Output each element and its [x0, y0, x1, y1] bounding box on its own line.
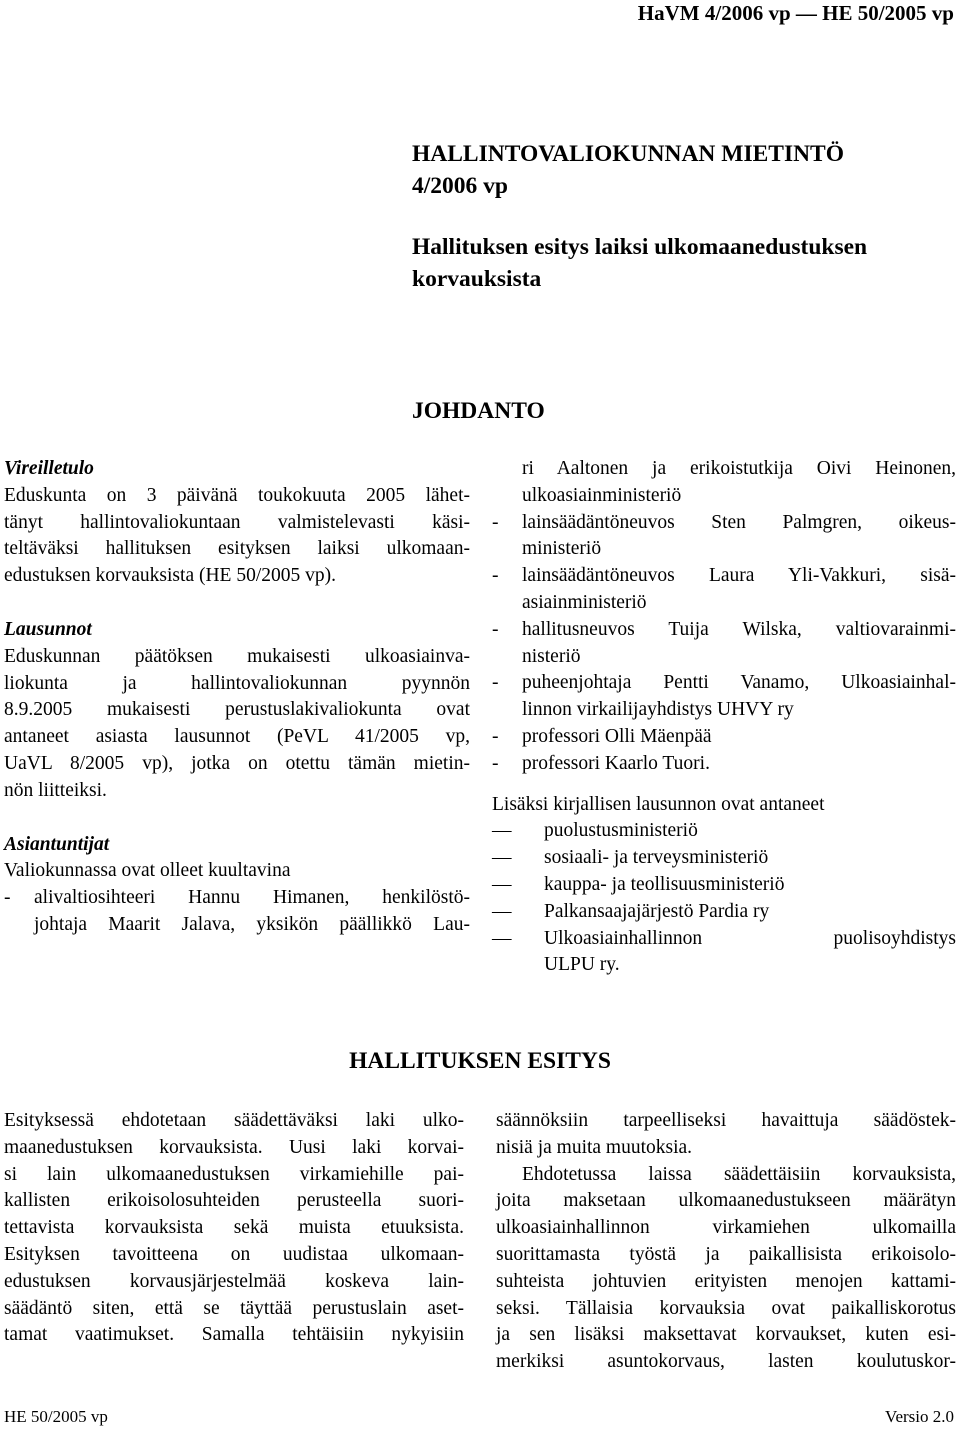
johdanto-right-column — [492, 456, 956, 979]
lausunnot-line: antaneet asiasta lausunnot (PeVL 41/2005 vp, — [4, 726, 470, 748]
list-item-line: alivaltiosihteeri Hannu Himanen, henkilöstö- — [34, 887, 470, 909]
list-item-line: johtaja Maarit Jalava, yksikön päällikkö Lau- — [34, 913, 470, 935]
list-em-dash: — — [492, 847, 512, 869]
esitys-line: joita maksetaan ulkomaanedustukseen määrätyn — [496, 1190, 956, 1212]
footer-document-id: HE 50/2005 vp — [4, 1407, 108, 1426]
lausunnot-line: 8.9.2005 mukaisesti perustuslakivaliokunta ovat — [4, 699, 470, 721]
esitys-left-column — [4, 1108, 464, 1349]
esitys-line: tettavista korvauksista sekä muista etuuksista. — [4, 1217, 464, 1239]
list-dash: - — [492, 511, 499, 533]
list-item — [492, 617, 956, 671]
list-item — [492, 510, 956, 564]
footer-version: Versio 2.0 — [885, 1407, 954, 1426]
list-em-dash: — — [492, 820, 512, 842]
esitys-line: ulkoasiainhallinnon virkamiehen ulkomailla — [496, 1217, 956, 1239]
list-item — [492, 724, 956, 751]
esitys-line: Esityksessä ehdotetaan säädettäväksi laki ulko- — [4, 1110, 464, 1131]
list-item — [492, 899, 956, 926]
esitys-line: säädäntö siten, että se täyttää perustuslain aset- — [4, 1297, 464, 1319]
list-item-line: ri Aaltonen ja erikoistutkija Oivi Heinonen, — [522, 458, 956, 479]
asiantuntijat-heading: Asiantuntijat — [4, 833, 110, 855]
list-item — [492, 751, 956, 778]
list-item-line: ULPU ry. — [544, 954, 620, 976]
list-item-line: ministeriö — [522, 538, 602, 560]
list-dash: - — [492, 565, 499, 587]
lausunnot-heading: Lausunnot — [4, 618, 92, 640]
johdanto-left-column — [4, 456, 470, 939]
esitys-right-column — [496, 1108, 956, 1376]
document-title — [412, 138, 844, 202]
list-item — [492, 845, 956, 872]
esitys-line: seksi. Tällaisia korvauksia ovat paikalliskorotus — [496, 1297, 956, 1319]
johdanto-heading: JOHDANTO — [412, 398, 545, 424]
list-item-line: kauppa- ja teollisuusministeriö — [544, 873, 785, 895]
esitys-line: kallisten erikoisolosuhteiden perusteella suori- — [4, 1190, 464, 1212]
list-item-line: puolustusministeriö — [544, 820, 698, 842]
list-item-line: hallitusneuvos Tuija Wilska, valtiovarainmi- — [522, 618, 956, 640]
list-dash: - — [4, 887, 11, 909]
list-item-line: Palkansaajajärjestö Pardia ry — [544, 900, 770, 922]
list-item-line: puheenjohtaja Pentti Vanamo, Ulkoasiainhal- — [522, 672, 956, 694]
list-item — [492, 670, 956, 724]
list-item-line: sosiaali- ja terveysministeriö — [544, 847, 769, 869]
lausunnot-line: Eduskunnan päätöksen mukaisesti ulkoasiainva- — [4, 645, 470, 667]
vireilletulo-line: tänyt hallintovaliokuntaan valmistelevasti käsi- — [4, 511, 470, 533]
lausunnot-line: liokunta ja hallintovaliokunnan pyynnön — [4, 672, 470, 694]
list-item-line: asiainministeriö — [522, 591, 647, 613]
list-dash: - — [492, 725, 499, 747]
list-item-line: professori Olli Mäenpää — [522, 725, 712, 747]
esitys-line: tamat vaatimukset. Samalla tehtäisiin nykyisiin — [4, 1324, 464, 1346]
list-item — [492, 926, 956, 980]
esitys-line: Ehdotetussa laissa säädettäisiin korvauksista, — [522, 1163, 956, 1185]
vireilletulo-heading: Vireilletulo — [4, 458, 94, 479]
lausunnot-line: UaVL 8/2005 vp), jotka on otettu tämän mietin- — [4, 752, 470, 774]
list-item — [492, 818, 956, 845]
list-dash: - — [492, 672, 499, 694]
list-item — [492, 872, 956, 899]
list-em-dash: — — [492, 873, 512, 895]
list-item-line: lainsäädäntöneuvos Laura Yli-Vakkuri, sisä- — [522, 565, 956, 587]
esitys-line: suorittamasta työstä ja paikallisista erikoisolo- — [496, 1243, 956, 1265]
esitys-line: säännöksiin tarpeelliseksi havaittuja säädöstek- — [496, 1110, 956, 1131]
list-item-line: linnon virkailijayhdistys UHVY ry — [522, 699, 794, 721]
hallituksen-esitys-heading: HALLITUKSEN ESITYS — [349, 1048, 611, 1074]
list-dash: - — [492, 752, 499, 774]
written-statements-intro: Lisäksi kirjallisen lausunnon ovat antaneet — [492, 793, 825, 815]
vireilletulo-line: teltäväksi hallituksen esityksen laiksi ulkomaan- — [4, 538, 470, 560]
list-em-dash: — — [492, 900, 512, 922]
esitys-line: suhteista johtuvien erityisten menojen kattami- — [496, 1270, 956, 1292]
document-subtitle-line-1: Hallituksen esitys laiksi ulkomaanedustuksen — [412, 234, 868, 260]
esitys-line: Esityksen tavoitteena on uudistaa ulkomaan- — [4, 1243, 464, 1265]
lausunnot-line: nön liitteiksi. — [4, 779, 107, 801]
esitys-line: si lain ulkomaanedustuksen virkamiehille pai- — [4, 1163, 464, 1185]
esitys-line: nisiä ja muita muutoksia. — [496, 1136, 693, 1158]
esitys-line: ja sen lisäksi maksettavat korvaukset, kuten esi- — [496, 1324, 956, 1346]
document-title-line-1: HALLINTOVALIOKUNNAN MIETINTÖ — [412, 141, 845, 167]
vireilletulo-line: Eduskunta on 3 päivänä toukokuuta 2005 lähet- — [4, 484, 470, 506]
list-item — [492, 563, 956, 617]
esitys-line: maanedustuksen korvauksista. Uusi laki korvai- — [4, 1136, 464, 1158]
esitys-line: merkiksi asuntokorvaus, lasten koulutuskor- — [496, 1351, 956, 1373]
running-header: HaVM 4/2006 vp — HE 50/2005 vp — [637, 1, 954, 25]
list-item — [4, 885, 470, 939]
esitys-line: edustuksen korvausjärjestelmää koskeva lain- — [4, 1270, 464, 1292]
list-dash: - — [492, 618, 499, 640]
document-title-line-2: 4/2006 vp — [412, 173, 508, 199]
list-item-line: lainsäädäntöneuvos Sten Palmgren, oikeus- — [522, 511, 956, 533]
document-subtitle-line-2: korvauksista — [412, 266, 542, 292]
list-item-line: ulkoasiainministeriö — [522, 484, 682, 506]
document-subtitle — [412, 231, 867, 295]
vireilletulo-line: edustuksen korvauksista (HE 50/2005 vp). — [4, 565, 336, 587]
list-item-line: Ulkoasiainhallinnon puolisoyhdistys — [544, 927, 956, 949]
list-em-dash: — — [492, 927, 512, 949]
list-item-line: professori Kaarlo Tuori. — [522, 752, 710, 774]
list-item-line: nisteriö — [522, 645, 581, 667]
asiantuntijat-intro: Valiokunnassa ovat olleet kuultavina — [4, 860, 291, 882]
